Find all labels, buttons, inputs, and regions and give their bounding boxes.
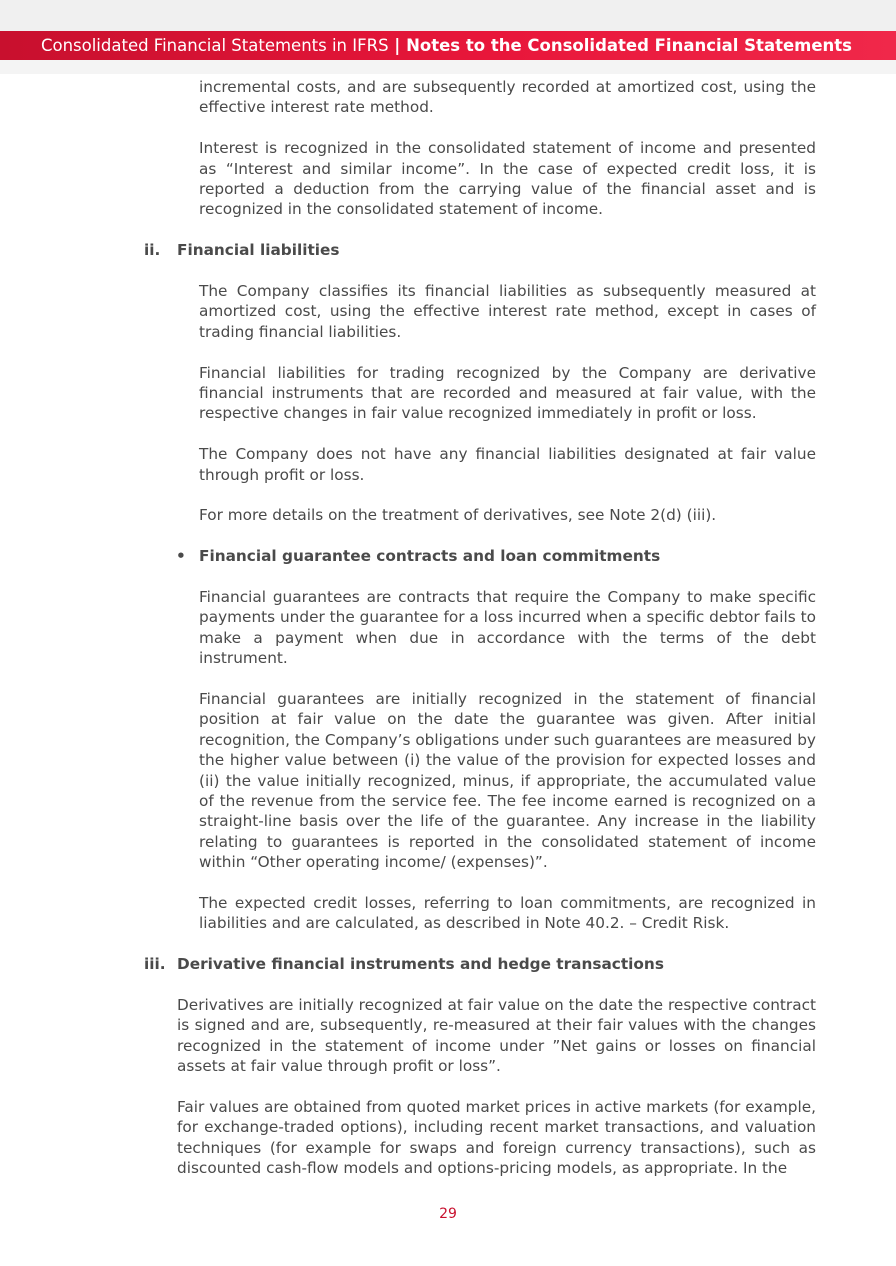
- bullet-title: Financial guarantee contracts and loan commitments: [199, 547, 661, 566]
- section-heading-iii: [0, 954, 896, 974]
- paragraph: Financial guarantees are contracts that require the Company to make specific payments under the guarantee for a loss incurred when a specific debtor fails to make a payment when due in accordance with the terms of the debt instrument.: [199, 588, 816, 668]
- section-title: Derivative financial instruments and hedge transactions: [177, 955, 664, 974]
- page-body: [0, 77, 896, 1179]
- header-section-title: Consolidated Financial Statements in IFRS: [40, 36, 389, 55]
- paragraph-continued: incremental costs, and are subsequently recorded at amortized cost, using the effective interest rate method.: [199, 78, 816, 117]
- bullet-heading: [0, 546, 896, 566]
- page-number: 29: [439, 1206, 457, 1222]
- section-number: iii.: [144, 955, 166, 974]
- paragraph: The Company does not have any financial liabilities designated at fair value through profit or loss.: [199, 445, 816, 484]
- paragraph: For more details on the treatment of derivatives, see Note 2(d) (iii).: [199, 506, 717, 525]
- header-chapter-title: Notes to the Consolidated Financial Statements: [406, 36, 852, 55]
- section-heading-ii: [0, 240, 896, 260]
- top-strip: [0, 0, 896, 31]
- header-separator: |: [388, 36, 407, 55]
- paragraph: Financial guarantees are initially recognized in the statement of financial position at fair value on the date the guarantee was given. After initial recognition, the Company’s obligations under such guarantees are measured by the higher value between (i) the value of the provision for expected losses and (ii) the value initially recognized, minus, if appropriate, the accumulated value of the revenue from the service fee. The fee income earned is recognized on a straight-line basis over the life of the guarantee. Any increase in the liability relating to guarantees is reported in the consolidated statement of income within “Other operating income/ (expenses)”.: [199, 690, 816, 872]
- paragraph-interest: Interest is recognized in the consolidated statement of income and presented as “Interest and similar income”. In the case of expected credit loss, it is reported a deduction from the carrying value of the financial asset and is recognized in the consolidated statement of income.: [199, 139, 816, 219]
- paragraph: Financial liabilities for trading recognized by the Company are derivative financial instruments that are recorded and measured at fair value, with the respective changes in fair value recognized immediately in profit or loss.: [199, 363, 816, 423]
- paragraph: The Company classifies its financial liabilities as subsequently measured at amortized cost, using the effective interest rate method, except in cases of trading financial liabilities.: [199, 282, 816, 341]
- header-shadow: [0, 60, 896, 74]
- header-banner: [0, 31, 896, 60]
- paragraph: The expected credit losses, referring to loan commitments, are recognized in liabilities and are calculated, as described in Note 40.2. – Credit Risk.: [199, 894, 816, 933]
- paragraph: Fair values are obtained from quoted market prices in active markets (for example, for exchange-traded options), including recent market transactions, and valuation techniques (for example for swaps and foreign currency transactions), such as discounted cash-flow models and options-pricing models, as appropriate. In the: [177, 1098, 816, 1178]
- section-title: Financial liabilities: [177, 241, 340, 260]
- section-number: ii.: [144, 241, 161, 260]
- paragraph: Derivatives are initially recognized at fair value on the date the respective contract is signed and are, subsequently, re-measured at their fair values with the changes recognized in the statement of income under ”Net gains or losses on financial assets at fair value through profit or loss”.: [177, 996, 816, 1076]
- bullet-icon: •: [176, 547, 186, 566]
